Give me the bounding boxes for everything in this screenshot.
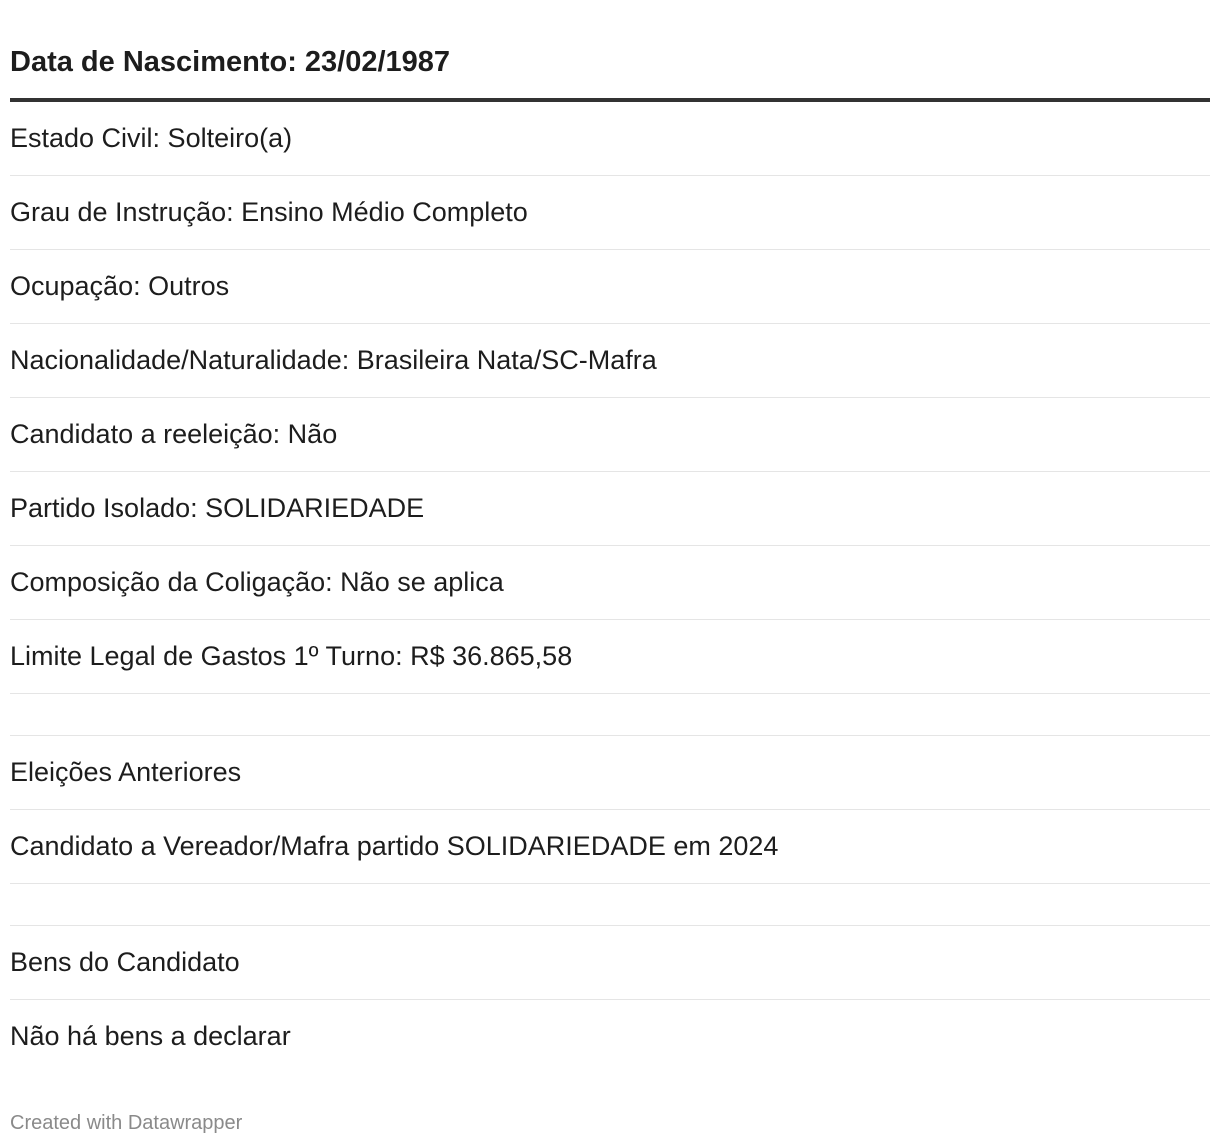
row-text: Candidato a Vereador/Mafra partido SOLIDARIEDADE em 2024 (10, 831, 779, 861)
row-text: Eleições Anteriores (10, 757, 242, 787)
row-text: Estado Civil: Solteiro(a) (10, 123, 293, 153)
table-row-reeleicao (10, 398, 1210, 472)
table-header (10, 0, 1210, 102)
footer-credit[interactable] (10, 1112, 242, 1135)
row-text: Limite Legal de Gastos 1º Turno: R$ 36.865,58 (10, 641, 573, 671)
row-text: Bens do Candidato (10, 947, 240, 977)
row-text: Partido Isolado: SOLIDARIEDADE (10, 493, 425, 523)
row-text: Composição da Coligação: Não se aplica (10, 567, 504, 597)
table-row-eleicoes-anteriores (10, 736, 1210, 810)
table-row-estado-civil (10, 102, 1210, 176)
datawrapper-link[interactable]: Created with Datawrapper (10, 1112, 243, 1134)
table-row-nacionalidade (10, 324, 1210, 398)
table-row-empty (10, 884, 1210, 926)
table-row-candidatura-anterior (10, 810, 1210, 884)
data-table (10, 0, 1210, 1073)
table-row-grau-instrucao (10, 176, 1210, 250)
row-text: Não há bens a declarar (10, 1021, 291, 1051)
header-title: Data de Nascimento: 23/02/1987 (10, 46, 451, 78)
table-row-empty (10, 694, 1210, 736)
row-text: Grau de Instrução: Ensino Médio Completo (10, 197, 528, 227)
table-row-limite-gastos (10, 620, 1210, 694)
table-row-coligacao (10, 546, 1210, 620)
row-text: Candidato a reeleição: Não (10, 419, 338, 449)
row-text: Nacionalidade/Naturalidade: Brasileira Nata/SC-Mafra (10, 345, 657, 375)
table-row-ocupacao (10, 250, 1210, 324)
table-row-partido (10, 472, 1210, 546)
row-text: Ocupação: Outros (10, 271, 230, 301)
table-row-bens (10, 926, 1210, 1000)
table-row-bens-declarar (10, 1000, 1210, 1073)
